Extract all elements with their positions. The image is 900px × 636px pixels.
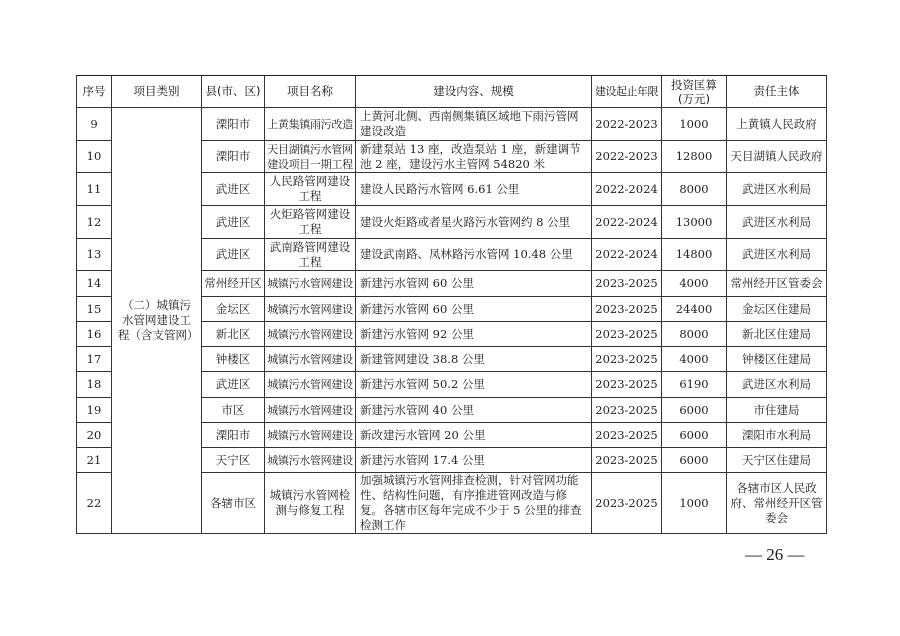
responsible-party: 各辖市区人民政府、常州经开区管委会	[727, 473, 827, 534]
investment: 1000	[662, 108, 727, 141]
responsible-party: 天目湖镇人民政府	[727, 141, 827, 173]
project-category: （二）城镇污水管网建设工程（含支管网）	[112, 108, 202, 534]
project-name: 城镇污水管网建设	[265, 347, 356, 372]
row-number: 17	[77, 347, 112, 372]
project-name: 火炬路管网建设工程	[265, 206, 356, 239]
responsible-party: 金坛区住建局	[727, 297, 827, 322]
project-name: 城镇污水管网建设	[265, 448, 356, 473]
header-county: 县(市、区)	[202, 76, 265, 108]
project-name: 人民路管网建设工程	[265, 173, 356, 206]
project-name: 城镇污水管网建设	[265, 372, 356, 398]
investment: 24400	[662, 297, 727, 322]
responsible-party: 天宁区住建局	[727, 448, 827, 473]
construction-years: 2023-2025	[592, 398, 662, 423]
county: 新北区	[202, 322, 265, 347]
responsible-party: 武进区水利局	[727, 173, 827, 206]
responsible-party: 武进区水利局	[727, 239, 827, 271]
construction-content: 上黄河北侧、西南侧集镇区域地下雨污管网建设改造	[356, 108, 592, 141]
construction-content: 加强城镇污水管网排查检测，针对管网功能性、结构性问题，有序推进管网改造与修复。各辖市区每年完成不少于 5 公里的排查检测工作	[356, 473, 592, 534]
investment: 8000	[662, 173, 727, 206]
construction-content: 新建污水管网 40 公里	[356, 398, 592, 423]
header-name: 项目名称	[265, 76, 356, 108]
county: 溧阳市	[202, 108, 265, 141]
row-number: 21	[77, 448, 112, 473]
responsible-party: 上黄镇人民政府	[727, 108, 827, 141]
row-number: 22	[77, 473, 112, 534]
construction-content: 新建泵站 13 座，改造泵站 1 座，新建调节池 2 座，建设污水主管网 54820 米	[356, 141, 592, 173]
responsible-party: 武进区水利局	[727, 372, 827, 398]
header-no: 序号	[77, 76, 112, 108]
investment: 6190	[662, 372, 727, 398]
row-number: 20	[77, 423, 112, 448]
county: 溧阳市	[202, 423, 265, 448]
construction-content: 新建污水管网 50.2 公里	[356, 372, 592, 398]
row-number: 10	[77, 141, 112, 173]
row-number: 11	[77, 173, 112, 206]
page-number: — 26 —	[745, 545, 805, 564]
construction-content: 新建污水管网 17.4 公里	[356, 448, 592, 473]
county: 武进区	[202, 239, 265, 271]
row-number: 18	[77, 372, 112, 398]
construction-years: 2023-2025	[592, 271, 662, 297]
investment: 8000	[662, 322, 727, 347]
header-owner: 责任主体	[727, 76, 827, 108]
row-number: 13	[77, 239, 112, 271]
county: 溧阳市	[202, 141, 265, 173]
investment: 4000	[662, 271, 727, 297]
project-name: 城镇污水管网建设	[265, 271, 356, 297]
header-years: 建设起止年限	[592, 76, 662, 108]
construction-content: 新改建污水管网 20 公里	[356, 423, 592, 448]
investment: 6000	[662, 398, 727, 423]
construction-years: 2022-2024	[592, 206, 662, 239]
row-number: 16	[77, 322, 112, 347]
construction-years: 2023-2025	[592, 322, 662, 347]
construction-years: 2022-2023	[592, 141, 662, 173]
project-name: 天目湖镇污水管网建设项目一期工程	[265, 141, 356, 173]
investment: 6000	[662, 448, 727, 473]
project-name: 武南路管网建设工程	[265, 239, 356, 271]
responsible-party: 常州经开区管委会	[727, 271, 827, 297]
county: 钟楼区	[202, 347, 265, 372]
investment: 4000	[662, 347, 727, 372]
header-invest: 投资匡算 (万元)	[662, 76, 727, 108]
construction-content: 建设人民路污水管网 6.61 公里	[356, 173, 592, 206]
table-header-row	[77, 76, 827, 108]
header-content: 建设内容、规模	[356, 76, 592, 108]
construction-years: 2023-2025	[592, 473, 662, 534]
construction-content: 新建污水管网 92 公里	[356, 322, 592, 347]
project-name: 城镇污水管网建设	[265, 423, 356, 448]
project-name: 城镇污水管网建设	[265, 322, 356, 347]
project-name: 城镇污水管网建设	[265, 297, 356, 322]
project-table	[76, 75, 827, 534]
investment: 14800	[662, 239, 727, 271]
construction-content: 新建污水管网 60 公里	[356, 271, 592, 297]
investment: 1000	[662, 473, 727, 534]
row-number: 19	[77, 398, 112, 423]
construction-years: 2022-2024	[592, 173, 662, 206]
investment: 13000	[662, 206, 727, 239]
project-name: 上黄集镇雨污改造	[265, 108, 356, 141]
construction-years: 2023-2025	[592, 372, 662, 398]
construction-years: 2023-2025	[592, 423, 662, 448]
county: 常州经开区	[202, 271, 265, 297]
responsible-party: 溧阳市水利局	[727, 423, 827, 448]
construction-content: 建设武南路、凤林路污水管网 10.48 公里	[356, 239, 592, 271]
construction-years: 2023-2025	[592, 347, 662, 372]
construction-content: 新建污水管网 60 公里	[356, 297, 592, 322]
responsible-party: 新北区住建局	[727, 322, 827, 347]
construction-years: 2022-2023	[592, 108, 662, 141]
row-number: 14	[77, 271, 112, 297]
county: 各辖市区	[202, 473, 265, 534]
county: 武进区	[202, 206, 265, 239]
responsible-party: 市住建局	[727, 398, 827, 423]
header-category: 项目类别	[112, 76, 202, 108]
table-row	[77, 108, 827, 141]
county: 市区	[202, 398, 265, 423]
construction-years: 2023-2025	[592, 448, 662, 473]
row-number: 12	[77, 206, 112, 239]
county: 武进区	[202, 372, 265, 398]
county: 天宁区	[202, 448, 265, 473]
county: 武进区	[202, 173, 265, 206]
project-name: 城镇污水管网检测与修复工程	[265, 473, 356, 534]
row-number: 15	[77, 297, 112, 322]
construction-content: 新建管网建设 38.8 公里	[356, 347, 592, 372]
investment: 12800	[662, 141, 727, 173]
responsible-party: 武进区水利局	[727, 206, 827, 239]
investment: 6000	[662, 423, 727, 448]
construction-years: 2023-2025	[592, 297, 662, 322]
construction-years: 2022-2024	[592, 239, 662, 271]
responsible-party: 钟楼区住建局	[727, 347, 827, 372]
construction-content: 建设火炬路或者星火路污水管网约 8 公里	[356, 206, 592, 239]
county: 金坛区	[202, 297, 265, 322]
project-name: 城镇污水管网建设	[265, 398, 356, 423]
row-number: 9	[77, 108, 112, 141]
